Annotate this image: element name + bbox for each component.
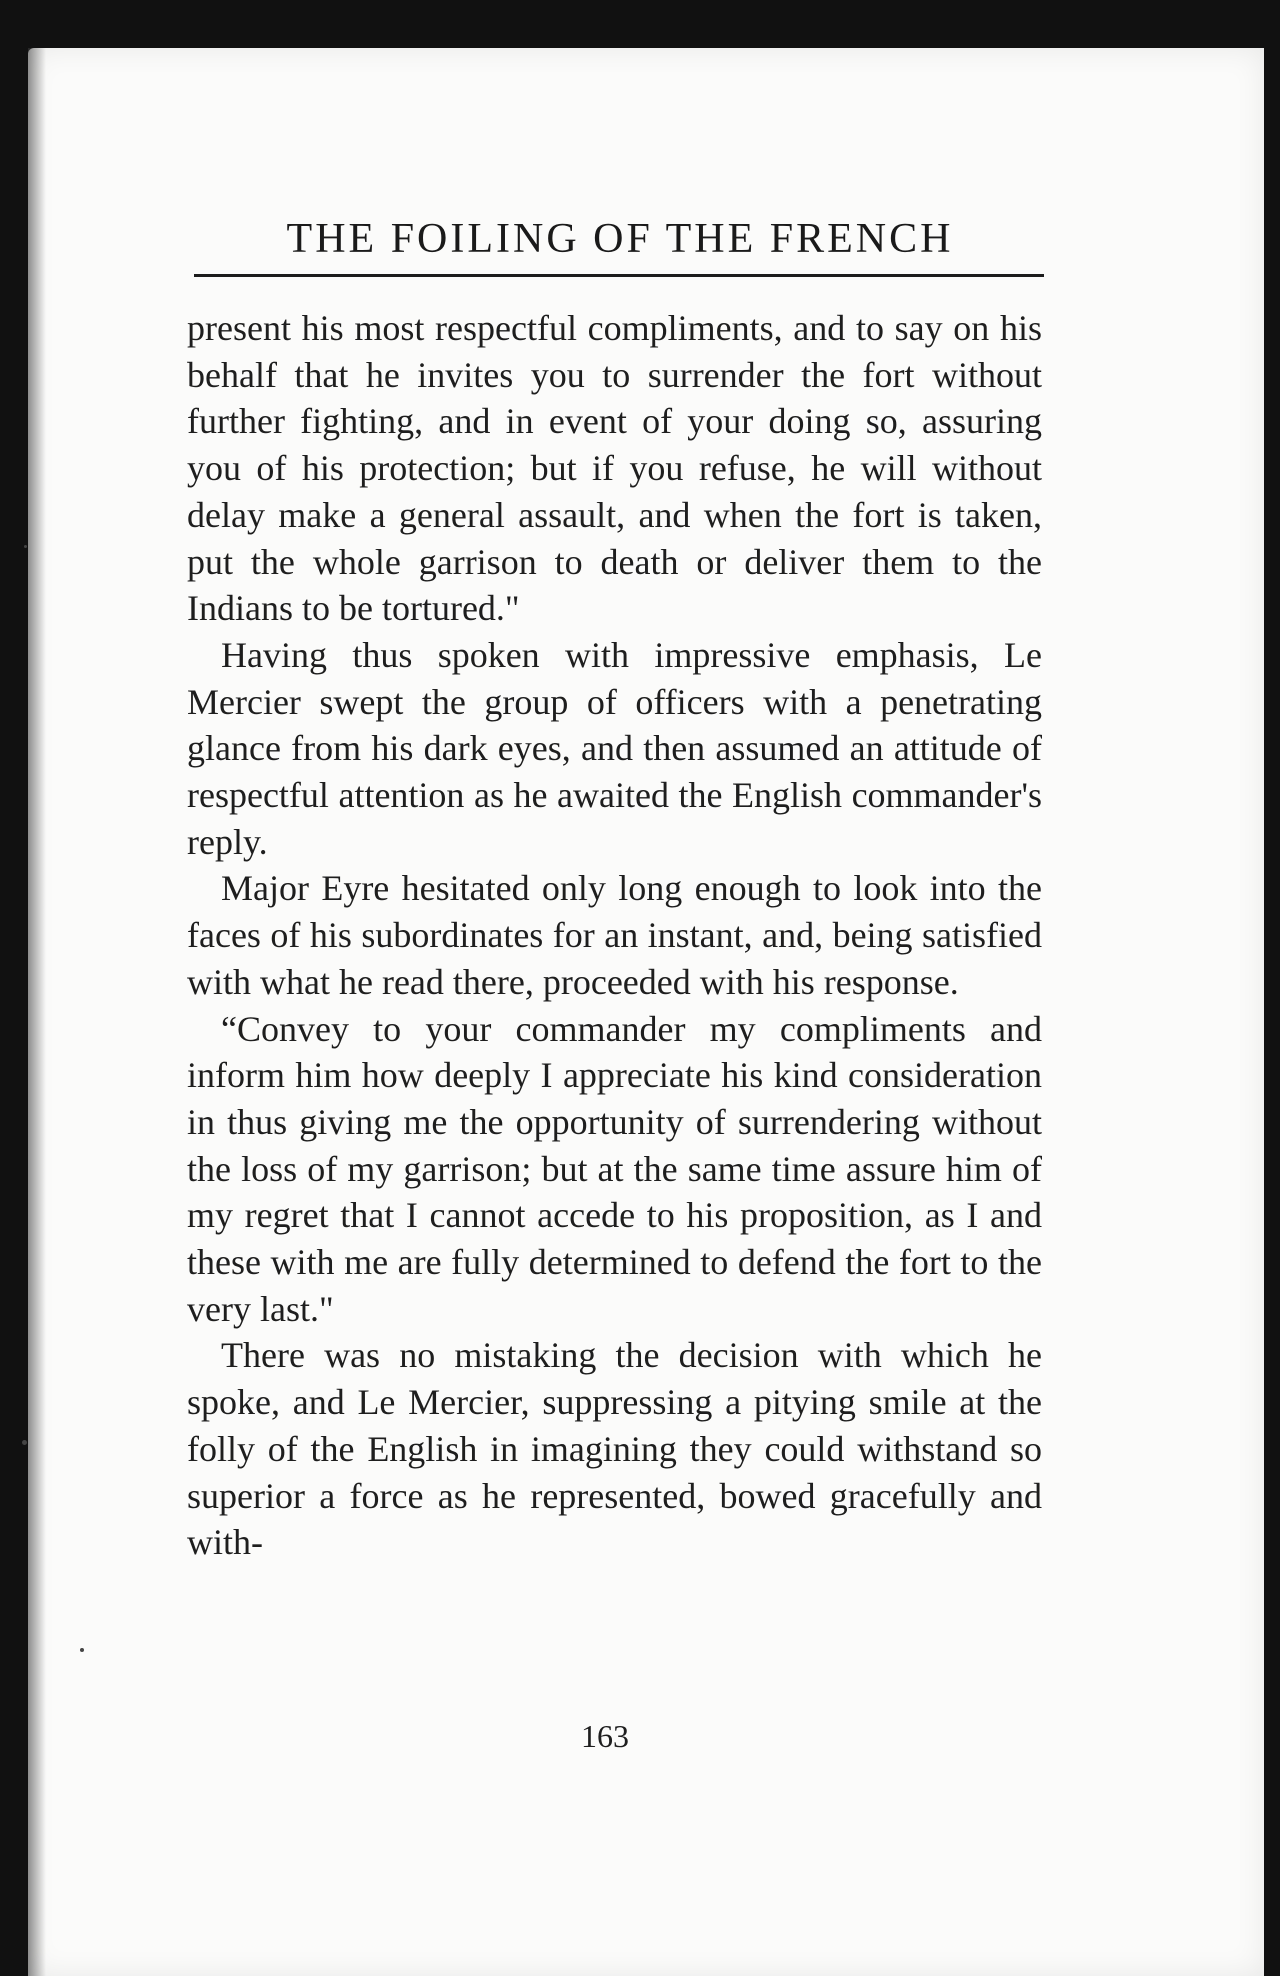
paragraph: Having thus spoken with impressive emphasis, Le Mercier swept the group of officers with a penetrating glance from his dark eyes, and then assumed an attitude of respectful attention as he awaited the English commander's reply. <box>187 634 1042 862</box>
body-text <box>187 305 1042 1566</box>
page-number: 163 <box>581 1718 629 1754</box>
scan-speck <box>80 1648 84 1652</box>
paragraph: There was no mistaking the decision with which he spoke, and Le Mercier, suppressing a pitying smile at the folly of the English in imagining they could withstand so superior a force as he represented, bowed gracefully and with- <box>187 1335 1042 1563</box>
header-rule <box>194 274 1044 277</box>
paragraph: “Convey to your commander my compliments and inform him how deeply I appreciate his kind consideration in thus giving me the opportunity of surrendering without the loss of my garrison; but at the same time assure him of my regret that I cannot accede to his proposition, as I and these with me are fully determined to defend the fort to the very last." <box>187 1008 1042 1329</box>
scan-speck <box>24 545 27 548</box>
paragraph: present his most respectful compliments, and to say on his behalf that he invites you to surrender the fort without further fighting, and in event of your doing so, assuring you of his protection; but if you refuse, he will without delay make a general assault, and when the fort is taken, put the whole garrison to death or deliver them to the Indians to be tortured." <box>187 308 1042 629</box>
paragraph: Major Eyre hesitated only long enough to look into the faces of his subordinates for an instant, and, being satisfied with what he read there, proceeded with his response. <box>187 868 1042 1002</box>
scan-speck <box>22 1440 27 1445</box>
running-head: THE FOILING OF THE FRENCH <box>286 216 954 262</box>
page-binding-shadow <box>28 48 46 1976</box>
